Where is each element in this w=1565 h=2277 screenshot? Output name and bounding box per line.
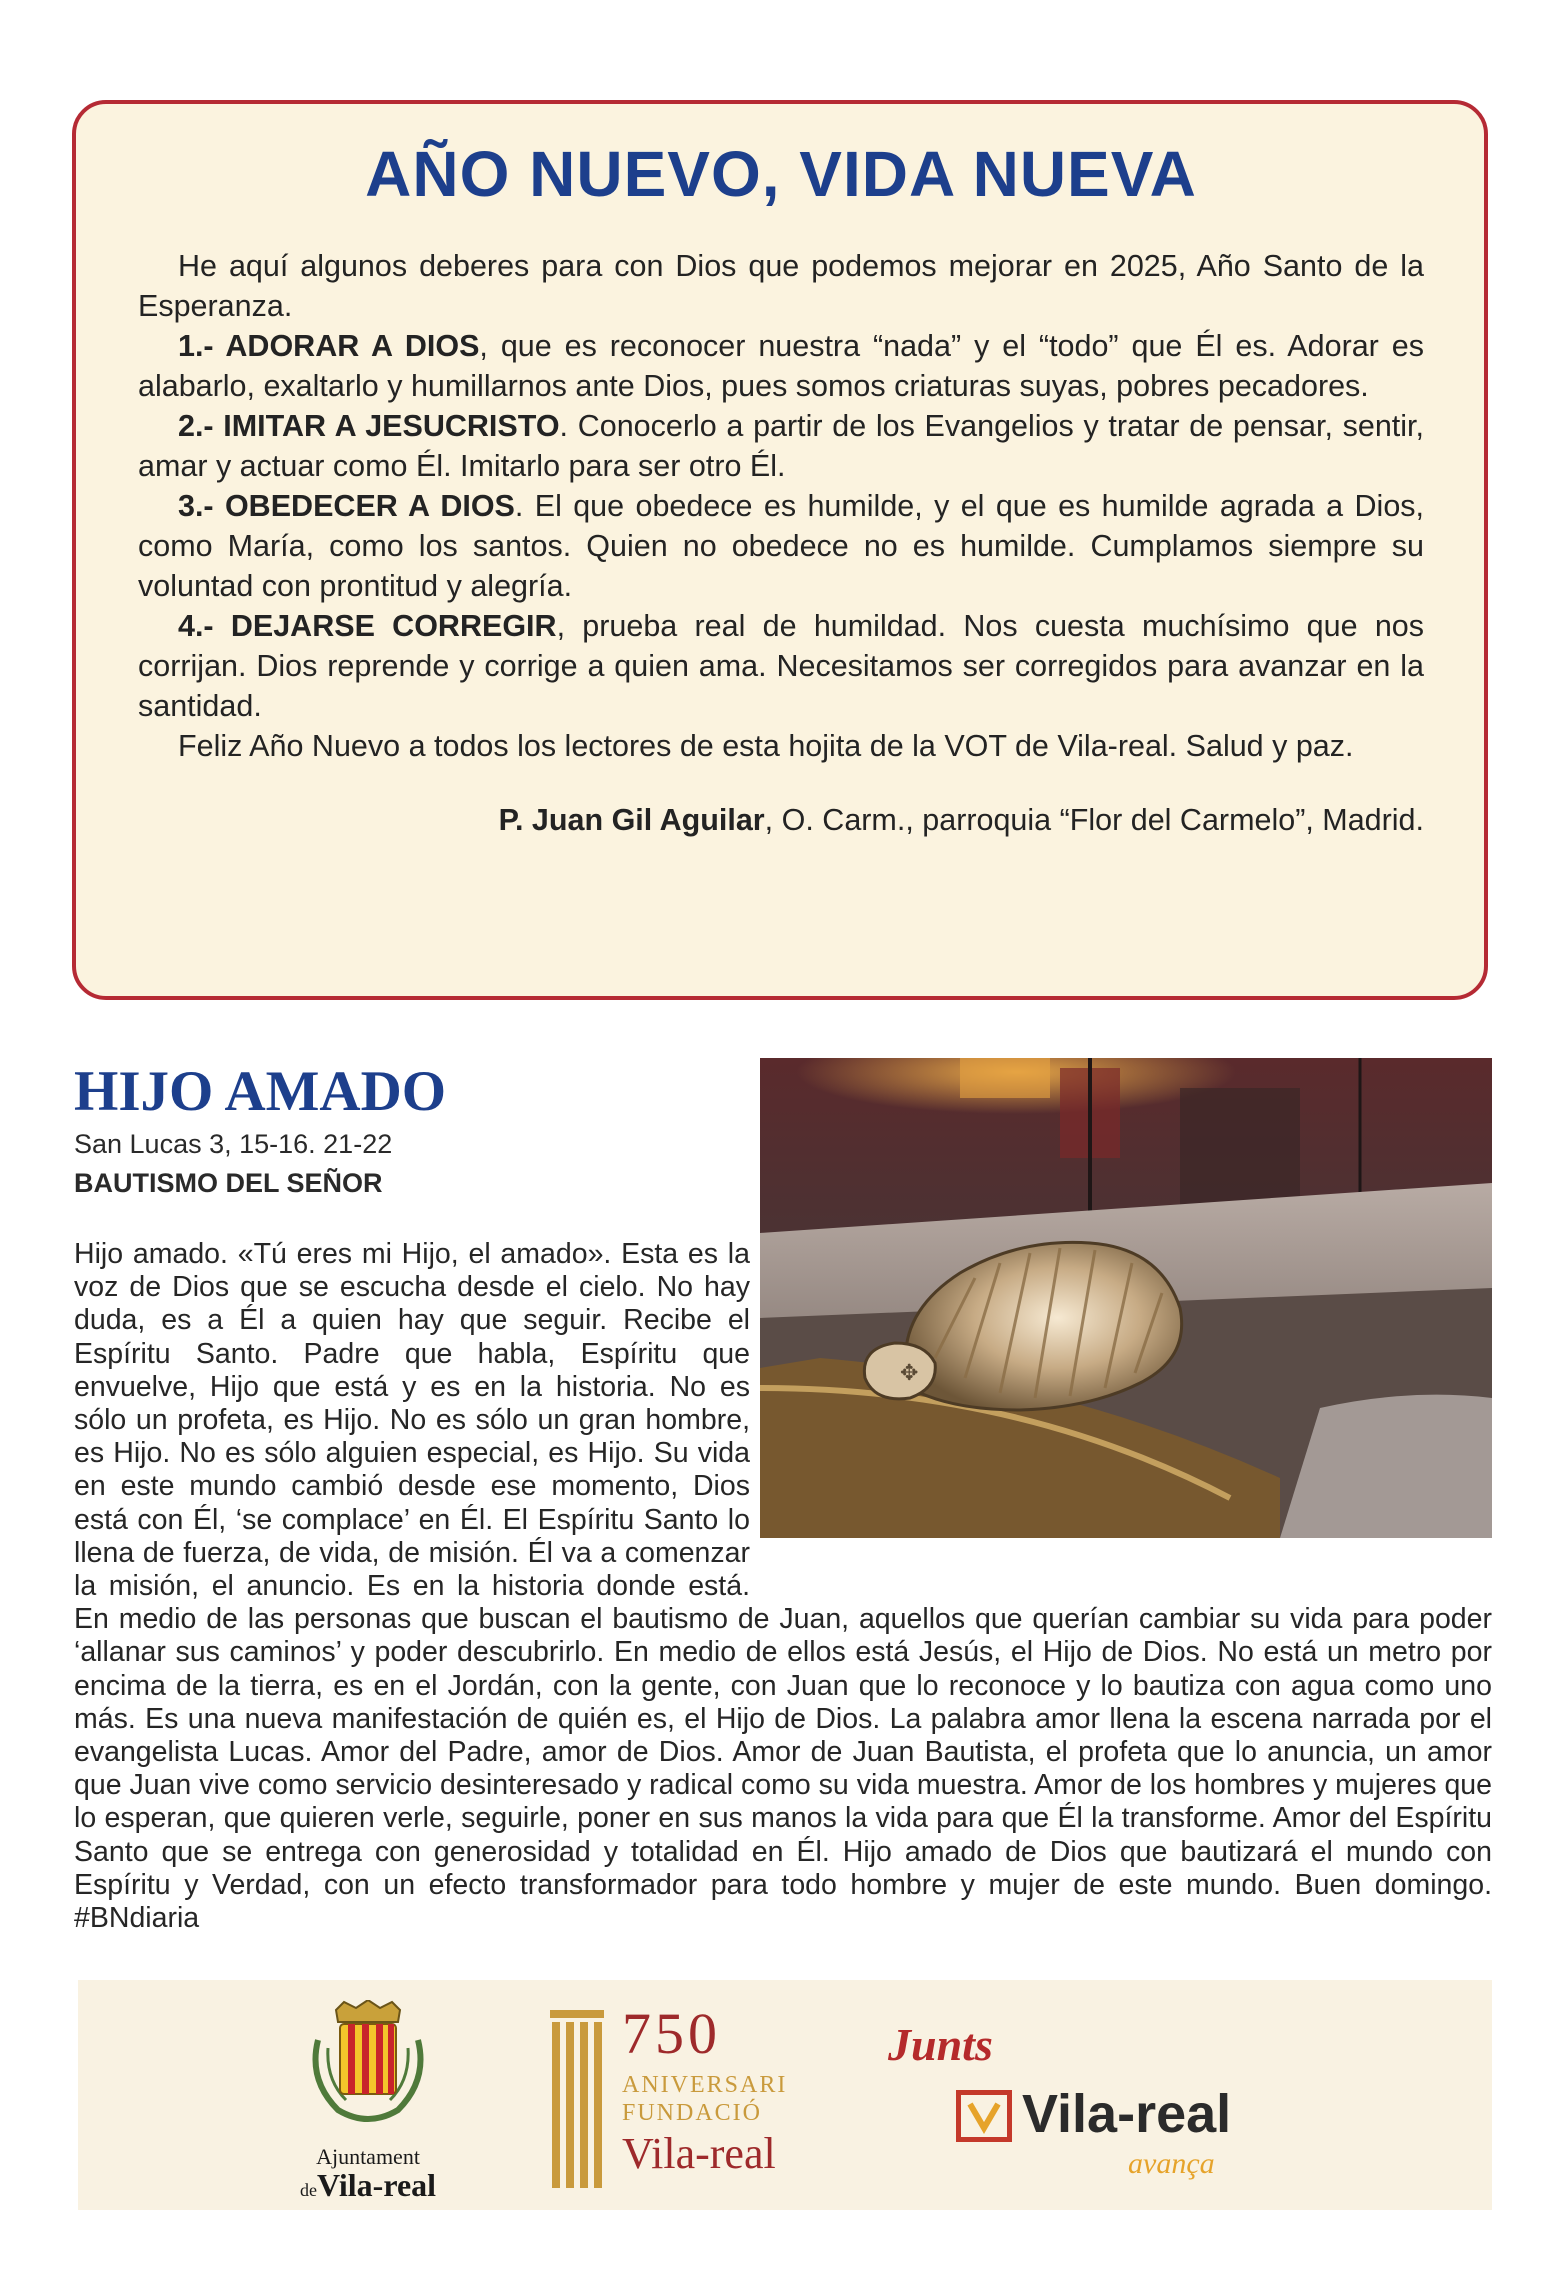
junts-text: Junts [888,2019,993,2070]
ajuntament-city-name: Vila-real [316,2167,437,2203]
ajuntament-city [268,2168,468,2207]
box-item-2-label: 2.- IMITAR A JESUCRISTO [178,409,560,443]
vilareal-emblem-icon [956,2090,1012,2142]
coat-of-arms-icon [268,2000,468,2130]
box-item-1-label: 1.- ADORAR A DIOS [178,329,480,363]
vilareal-text: Vila-real [1022,2084,1232,2144]
ajuntament-de: de [299,2180,317,2200]
avanca-text: avança [1128,2147,1215,2180]
anniversary-city: Vila-real [622,2129,776,2178]
box-item-4 [138,606,1424,726]
section-reference: San Lucas 3, 15-16. 21-22 [74,1129,393,1159]
junts-vilareal-logo [888,2020,1288,2190]
anniversary-logo [548,2000,848,2200]
section-title: HIJO AMADO [74,1060,447,1123]
box-item-2 [138,406,1424,486]
anniversary-line2: FUNDACIÓ [622,2100,763,2126]
ajuntament-label: Ajuntament [316,2144,420,2169]
box-item-2-text: . Conocerlo a partir de los Evangelios y tratar de pensar, sentir, amar y actuar como Él. Imitarlo para ser otro Él. [138,409,1424,483]
photo-wrap-space [750,1238,1492,1578]
box-item-3-label: 3.- OBEDECER A DIOS [178,489,515,523]
cross-engraving-icon: ✥ [900,1361,919,1386]
tower-icon [548,2000,608,2190]
box-item-4-text: , prueba real de humildad. Nos cuesta muchísimo que nos corrijan. Dios reprende y corrige a quien ama. Necesitamos ser corregidos para avanzar en la santidad. [138,609,1424,723]
box-title: AÑO NUEVO, VIDA NUEVA [365,138,1197,210]
signature-name: P. Juan Gil Aguilar [498,803,765,837]
sponsor-footer [78,1980,1492,2210]
box-item-1 [138,326,1424,406]
box-item-3-text: . El que obedece es humilde, y el que es humilde agrada a Dios, como María, como los santos. Quien no obedece no es humilde. Cumplamos siempre su voluntad con prontitud y alegría. [138,489,1425,603]
section-article [74,1238,1492,1935]
anniversary-line1: ANIVERSARI [622,2072,788,2098]
section-subtitle: BAUTISMO DEL SEÑOR [74,1168,383,1198]
new-year-box [72,100,1488,1000]
box-closing: Feliz Año Nuevo a todos los lectores de esta hojita de la VOT de Vila-real. Salud y paz. [178,729,1354,763]
signature-rest: , O. Carm., parroquia “Flor del Carmelo”, Madrid. [764,803,1424,837]
box-signature [138,800,1424,840]
box-intro: He aquí algunos deberes para con Dios que podemos mejorar en 2025, Año Santo de la Esperanza. [138,249,1424,323]
box-item-4-label: 4.- DEJARSE CORREGIR [178,609,557,643]
ajuntament-logo [268,2000,468,2203]
box-item-1-text: , que es reconocer nuestra “nada” y el “todo” que Él es. Adorar es alabarlo, exaltarlo y humillarnos ante Dios, pues somos criaturas suyas, pobres pecadores. [138,329,1424,403]
anniversary-number: 750 [622,2001,721,2066]
article-text: Hijo amado. «Tú eres mi Hijo, el amado». Esta es la voz de Dios que se escucha desde el cielo. No hay duda, es a Él a quien hay que seguir. Recibe el Espíritu Santo. Padre que habla, Espíritu que envuelve, Hijo que está y es en la historia. No es sólo un profeta, es Hijo. No es sólo un gran hombre, es Hijo. No es sólo alguien especial, es Hijo. Su vida en este mundo cambió desde ese momento, Dios está con Él, ‘se complace’ en Él. El Espíritu Santo lo llena de fuerza, de vida, de misión. Él va a comenzar la misión, el anuncio. Es en la historia donde está. En medio de las personas que buscan el bautismo de Juan, aquellos que querían cambiar su vida para poder ‘allanar sus caminos’ y poder descubrirlo. En medio de ellos está Jesús, el Hijo de Dios. No está un metro por encima de la tierra, es en el Jordán, con la gente, con Juan que lo reconoce y lo bautiza con agua como uno más. Es una nueva manifestación de quién es, el Hijo de Dios. La palabra amor llena la escena narrada por el evangelista Lucas. Amor del Padre, amor de Dios. Amor de Juan Bautista, el profeta que lo anuncia, un amor que Juan vive como servicio desinteresado y radical como su vida muestra. Amor de los hombres y mujeres que lo esperan, que quieren verle, seguirle, poner en sus manos la vida para que Él la transforme. Amor del Espíritu Santo que se entrega con generosidad y totalidad en Él. Hijo amado de Dios que bautizará el mundo con Espíritu y Verdad, con un efecto transformador para todo hombre y mujer de este mundo. Buen domingo. #BNdiaria [74,1238,1492,1935]
box-item-3 [138,486,1424,606]
